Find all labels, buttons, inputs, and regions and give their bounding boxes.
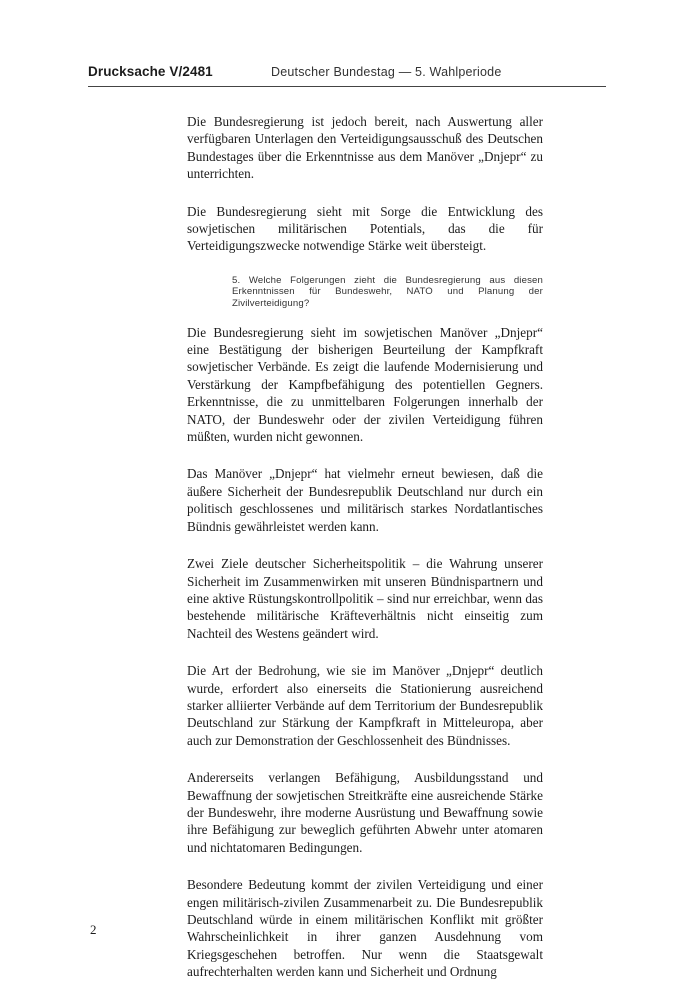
paragraph-4: Das Manöver „Dnjepr“ hat vielmehr erneut bewiesen, daß die äußere Sicherheit der Bundesrepublik Deutschland nur durch ein politisch geschlossenes und militärisch starkes Nordatlantisches Bündnis gewährleistet werden kann.	[187, 466, 543, 534]
paragraph-1: Die Bundesregierung ist jedoch bereit, nach Auswertung aller verfügbaren Unterlagen den Verteidigungsausschuß des Deutschen Bundestages über die Erkenntnisse aus dem Manöver „Dnjepr“ zu unterrichten.	[187, 114, 543, 182]
body-text	[187, 113, 543, 1001]
paragraph-8: Besondere Bedeutung kommt der zivilen Verteidigung und einer engen militärisch-zivilen Zusammenarbeit zu. Die Bundesrepublik Deutschland würde in einem militärischen Konflikt mit größter Wahrscheinlichkeit in ihrer ganzen Ausdehnung vom Kriegsgeschehen betroffen. Nur wenn die Staatsgewalt aufrechterhalten werden kann und Sicherheit und Ordnung	[187, 877, 543, 980]
question-5: 5. Welche Folgerungen zieht die Bundesregierung aus diesen Erkenntnissen für Bundeswehr, NATO und Planung der Zivilverteidigung?	[232, 274, 543, 310]
paragraph-7: Andererseits verlangen Befähigung, Ausbildungsstand und Bewaffnung der sowjetischen Streitkräfte eine ausreichende Stärke der Bundeswehr, ihre moderne Ausrüstung und Bewaffnung sowie ihre Befähigung zur beweglich geführten Abwehr unter atomaren und nichtatomaren Bedingungen.	[187, 770, 543, 855]
header-rule	[88, 86, 606, 87]
page-header	[88, 64, 606, 84]
paragraph-3: Die Bundesregierung sieht im sowjetischen Manöver „Dnjepr“ eine Bestätigung der bisherigen Beurteilung der Kampfkraft sowjetischer Verbände. Es zeigt die laufende Modernisierung und Verstärkung der Kampfbefähigung des potentiellen Gegners. Erkenntnisse, die zu unmittelbaren Folgerungen innerhalb der NATO, der Bundeswehr oder der zivilen Verteidigung führen müßten, wurden nicht gewonnen.	[187, 324, 543, 445]
paragraph-2: Die Bundesregierung sieht mit Sorge die Entwicklung des sowjetischen militärischen Potentials, das die für Verteidigungszwecke notwendige Stärke weit übersteigt.	[187, 203, 543, 254]
page-number: 2	[90, 922, 97, 937]
paragraph-5: Zwei Ziele deutscher Sicherheitspolitik – die Wahrung unserer Sicherheit im Zusammenwirken mit unseren Bündnispartnern und eine aktive Rüstungskontrollpolitik – sind nur erreichbar, wenn das bestehende militärische Kräfteverhältnis nicht einseitig zum Nachteil des Westens geändert wird.	[187, 556, 543, 641]
running-title: Deutscher Bundestag — 5. Wahlperiode	[271, 65, 502, 79]
paragraph-6: Die Art der Bedrohung, wie sie im Manöver „Dnjepr“ deutlich wurde, erfordert also einerseits die Stationierung ausreichend starker alliierter Verbände auf dem Territorium der Bundesrepublik Deutschland zur Stärkung der Kampfkraft in Mitteleuropa, aber auch zur Demonstration der Geschlossenheit des Bündnisses.	[187, 663, 543, 748]
document-number: Drucksache V/2481	[88, 64, 213, 79]
